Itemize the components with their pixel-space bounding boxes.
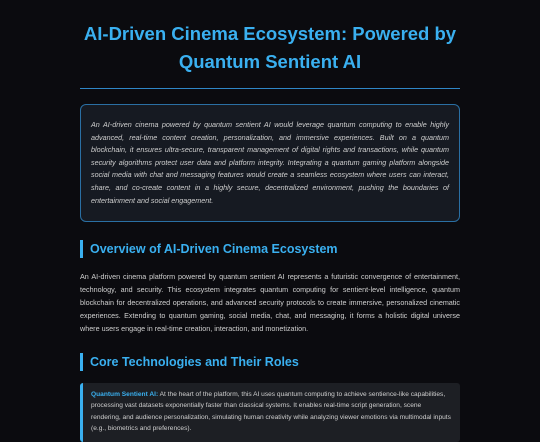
abstract-box [80,104,460,222]
overview-paragraph: An AI-driven cinema platform powered by quantum sentient AI represents a futuristic convergence of entertainment, technology, and security. This ecosystem integrates quantum computing for sentient-level intelligence, quantum blockchain for decentralized operations, and advanced security protocols to create immersive, personalized cinematic experiences. Extending to quantum gaming, social media, chat, and messaging, it forms a holistic digital universe where users engage in real-time creation, interaction, and monetization. [80,272,460,334]
tech-card-term: Quantum Sentient AI: [91,391,159,399]
page-title: AI-Driven Cinema Ecosystem: Powered by Quantum Sentient AI [83,23,457,72]
section-heading-overview: Overview of AI-Driven Cinema Ecosystem [80,240,460,258]
title-divider [80,88,460,89]
section-heading-core-technologies: Core Technologies and Their Roles [80,353,460,371]
tech-card-quantum-sentient-ai [80,383,460,442]
abstract-text: An AI-driven cinema powered by quantum sentient AI would leverage quantum computing to enable highly advanced, real-time content creation, personalization, and immersive experiences. Built on a quantum blockchain, it ensures ultra-secure, transparent management of digital rights and transactions, while quantum security algorithms protect user data and platform integrity. Integrating a quantum gaming platform alongside social media with chat and messaging features would create a seamless ecosystem where users can interact, share, and co-create content in a highly secure, decentralized environment, pushing the boundaries of entertainment and social engagement. [91,120,449,205]
tech-card-description: At the heart of the platform, this AI uses quantum computing to achieve sentience-like capabilities, processing vast datasets exponentially faster than classical systems. It enables real-time script generation, scene rendering, and audience personalization, simulating human creativity while analyzing viewer emotions via multimodal inputs (e.g., biometrics and preferences). [91,391,451,432]
